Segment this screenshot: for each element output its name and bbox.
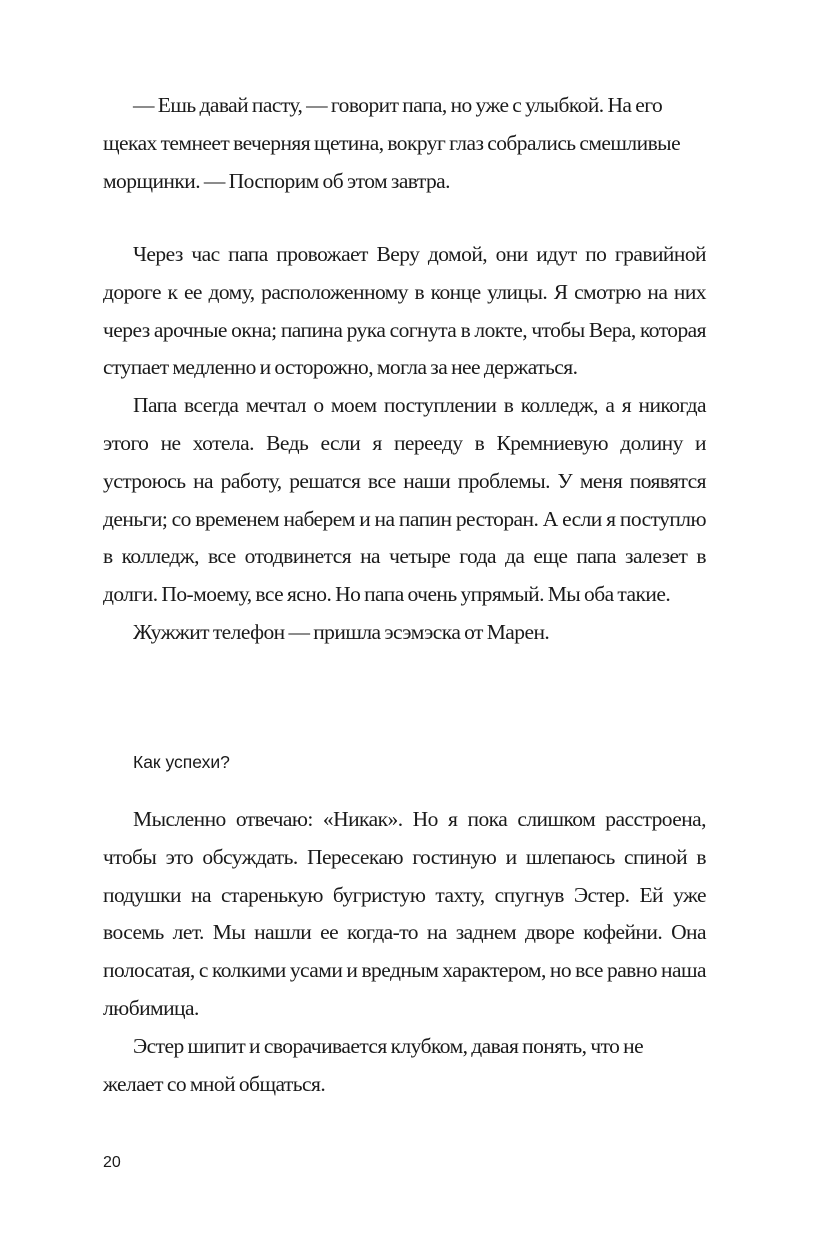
paragraph-college: Папа всегда мечтал о моем поступлении в колледж, а я никогда этого не хотела. Ведь если я перееду в Кремниевую долину и устроюсь на работу, решатся все наши проблемы. У меня появятся деньги; со временем наберем и на папин ресторан. А если я поступлю в колледж, все отодвинется на четыре года да еще папа залезет в долги. По-моему, все ясно. Но папа очень упрямый. Мы оба такие. xyxy=(103,393,706,607)
paragraph-esther-hiss: Эстер шипит и сворачивается клубком, давая понять, что не желает со мной общаться. xyxy=(103,1033,644,1096)
text-block-evening xyxy=(103,236,706,652)
text-block-dinner xyxy=(103,87,706,200)
paragraph-walk-vera: Через час папа провожает Веру домой, они идут по гравийной дороге к ее дому, расположенному в конце улицы. Я смотрю на них через арочные окна; папина рука согнута в локте, чтобы Вера, которая ступает медленно и осторожно, могла за нее держаться. xyxy=(103,242,706,380)
paragraph-reply-couch: Мысленно отвечаю: «Никак». Но я пока слишком расстроена, чтобы это обсуждать. Пересекаю гостиную и шлепаюсь спиной в подушки на старенькую бугристую тахту, спугнув Эстер. Ей уже восемь лет. Мы нашли ее когда-то на заднем дворе кофейни. Она полосатая, с колкими усами и вредным характером, но все равно наша любимица. xyxy=(103,807,706,1020)
text-block-esther xyxy=(103,801,706,1103)
paragraph-dad-pasta: — Ешь давай пасту, — говорит папа, но уже с улыбкой. На его щеках темнеет вечерняя щетина, вокруг глаз собрались смешливые морщинки. — Поспорим об этом завтра. xyxy=(103,93,681,193)
paragraph-phone-buzz: Жужжит телефон — пришла эсэмэска от Марен. xyxy=(133,619,550,644)
page-number: 20 xyxy=(103,1154,121,1171)
sms-message: Как успехи? xyxy=(133,752,230,772)
